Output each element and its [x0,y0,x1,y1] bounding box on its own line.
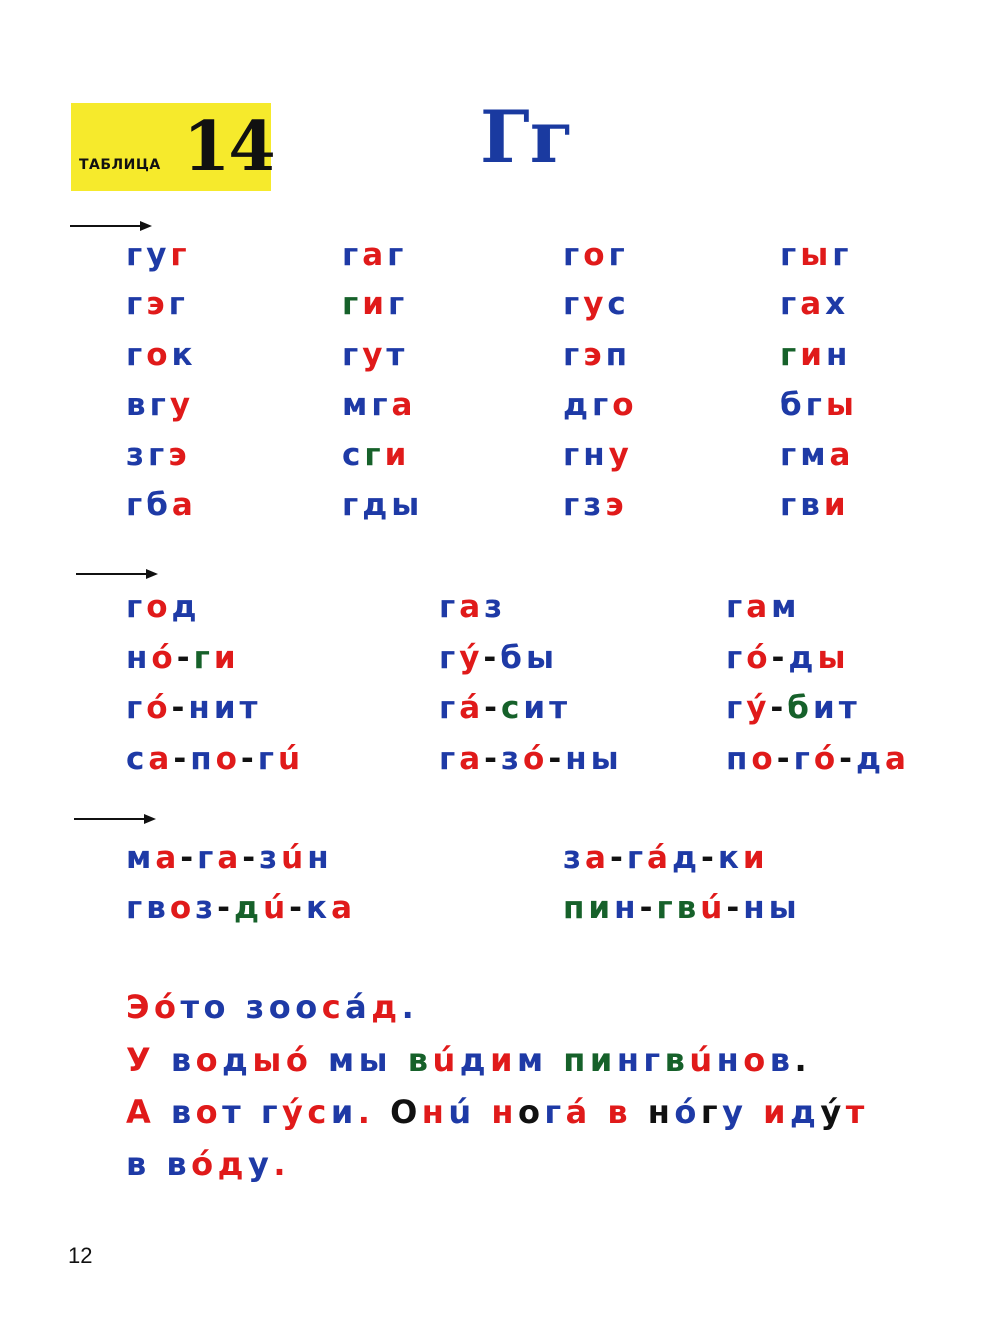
word: гус [563,286,630,322]
word: гам [726,589,801,625]
word: гó-нит [126,690,262,726]
word: гды [342,487,424,523]
word: вгу [126,387,195,423]
arrow-right-icon [70,220,152,232]
word: год [126,589,201,625]
word: по-гó-да [726,741,910,777]
word: гвоз-дú-ка [126,890,356,926]
word: нó-ги [126,640,240,676]
sentence: А вот гýси. Онú ногá в нóгу идýт [126,1093,869,1131]
badge-number: 14 [183,107,274,187]
word: гин [780,337,852,373]
word: гý-бит [726,690,861,726]
sentence: Эóто зоосáд. [126,988,419,1026]
sentence: У водыó мы вúдим пингвúнов. [126,1041,812,1079]
word: гэг [126,286,189,322]
word: га-зó-ны [439,741,623,777]
word: гут [342,337,409,373]
word: гá-сит [439,690,572,726]
word: са-по-гú [126,741,305,777]
word: за-гáд-ки [563,840,769,876]
sentence: в вóду. [126,1145,290,1183]
arrow-right-icon [74,813,156,825]
page-title: Гг [480,94,574,179]
word: згэ [126,437,191,473]
word: гзэ [563,487,628,523]
arrow-right-icon [76,568,158,580]
word: дго [563,387,638,423]
word: мга [342,387,417,423]
word: ма-га-зúн [126,840,333,876]
word: гó-ды [726,640,850,676]
word: гуг [126,237,191,273]
word: гог [563,237,629,273]
word: бгы [780,387,858,423]
word: гыг [780,237,853,273]
word: гба [126,487,197,523]
word: гиг [342,286,409,322]
word: гок [126,337,197,373]
word: сги [342,437,411,473]
word: гма [780,437,855,473]
word: пин-гвú-ны [563,890,801,926]
word: гну [563,437,633,473]
word: газ [439,589,507,625]
word: гаг [342,237,408,273]
word: гах [780,286,850,322]
badge-label: ТАБЛИЦА [79,157,161,173]
page-number: 12 [68,1243,93,1268]
word: гэп [563,337,632,373]
word: гви [780,487,850,523]
table-badge [71,103,274,191]
word: гý-бы [439,640,558,676]
